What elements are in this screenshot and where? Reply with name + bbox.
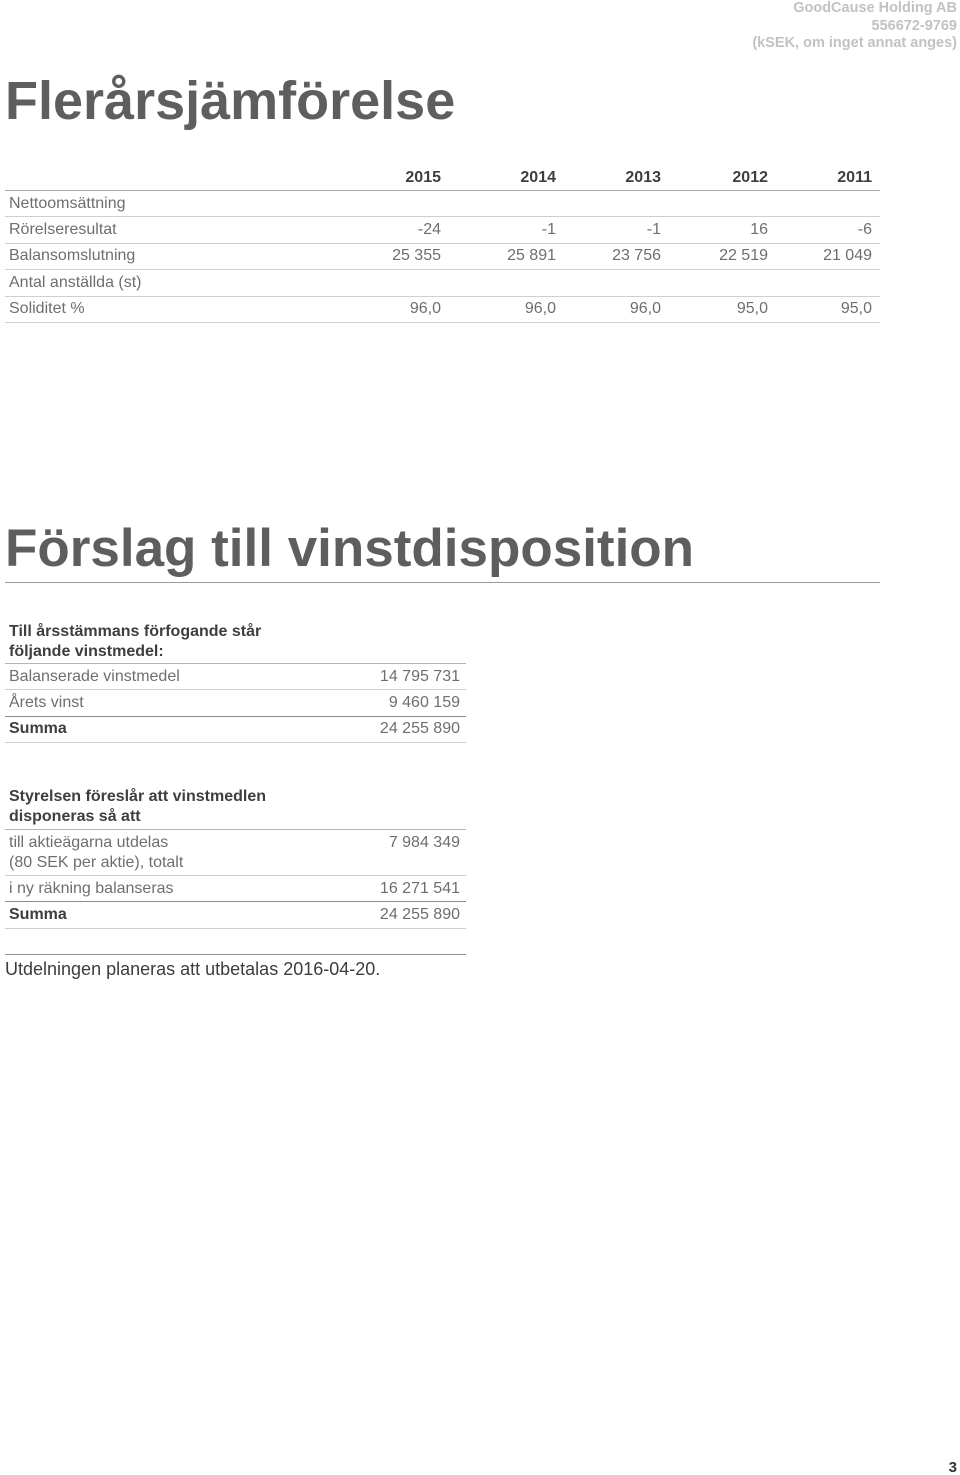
total-row [5,902,466,928]
total-label: Summa [9,906,67,924]
value-cell: -24 [417,221,441,239]
year-header: 2014 [520,169,556,186]
year-header: 2011 [837,169,872,186]
value-cell: 95,0 [840,300,872,318]
heading-line: Styrelsen föreslår att vinstmedlen [9,788,266,805]
value-cell: -1 [541,221,556,239]
row-label: Nettoomsättning [9,194,126,212]
row-label-line: (80 SEK per aktie), totalt [9,853,184,871]
row-label: Antal anställda (st) [9,273,142,291]
company-name: GoodCause Holding AB [793,0,957,16]
total-value: 24 255 890 [379,906,460,924]
multi-year-table [5,166,880,323]
total-label: Summa [9,720,67,738]
row-label: i ny räkning balanseras [9,879,174,897]
heading-line: disponeras så att [9,808,141,825]
table-row [5,690,466,716]
row-label: Soliditet % [9,300,85,318]
table-row [5,270,880,296]
row-label: Rörelseresultat [9,221,117,239]
table-row [5,876,466,902]
dividend-note: Utdelningen planeras att utbetalas 2016-04-20. [5,959,381,979]
value-cell: -6 [857,221,872,239]
total-value: 24 255 890 [379,720,460,738]
available-funds-table [5,622,466,743]
disposition-title: Förslag till vinstdisposition [5,519,695,578]
value-cell: 96,0 [629,300,661,318]
table-row [5,664,466,690]
available-funds-heading [5,622,466,664]
heading-line: följande vinstmedel: [9,643,164,660]
value-cell: 22 519 [719,247,768,265]
value-cell: 96,0 [524,300,556,318]
total-row [5,717,466,743]
title-divider [5,582,880,583]
value-cell: 96,0 [409,300,441,318]
row-value: 14 795 731 [379,667,460,685]
value-cell: 95,0 [736,300,768,318]
row-label-line: till aktieägarna utdelas [9,834,169,851]
heading-line: Till årsstämmans förfogande står [9,623,262,640]
year-header: 2013 [625,169,661,186]
section-divider [5,954,466,955]
value-cell: 16 [750,221,768,239]
table-header-row [5,166,880,191]
value-cell: -1 [646,221,661,239]
row-label: Årets vinst [9,694,84,712]
org-number: 556672-9769 [871,17,957,34]
board-proposal-heading [5,787,466,830]
table-row [5,217,880,243]
unit-note: (kSEK, om inget annat anges) [752,35,957,51]
value-cell: 21 049 [823,247,872,265]
table-row [5,830,466,876]
table-row [5,244,880,270]
year-header: 2012 [732,169,768,186]
year-header: 2015 [405,169,441,186]
row-value: 9 460 159 [388,694,460,712]
page-number: 3 [948,1459,957,1475]
row-value: 7 984 349 [388,834,460,851]
multi-year-title: Flerårsjämförelse [5,71,456,131]
value-cell: 23 756 [612,247,661,265]
value-cell: 25 891 [507,247,556,265]
row-label: Balansomslutning [9,247,136,265]
table-row [5,191,880,217]
document-header [752,0,957,53]
row-label [9,833,183,872]
value-cell: 25 355 [392,247,441,265]
board-proposal-table [5,787,466,929]
row-value: 16 271 541 [379,879,460,897]
row-label: Balanserade vinstmedel [9,667,180,685]
table-row [5,297,880,323]
